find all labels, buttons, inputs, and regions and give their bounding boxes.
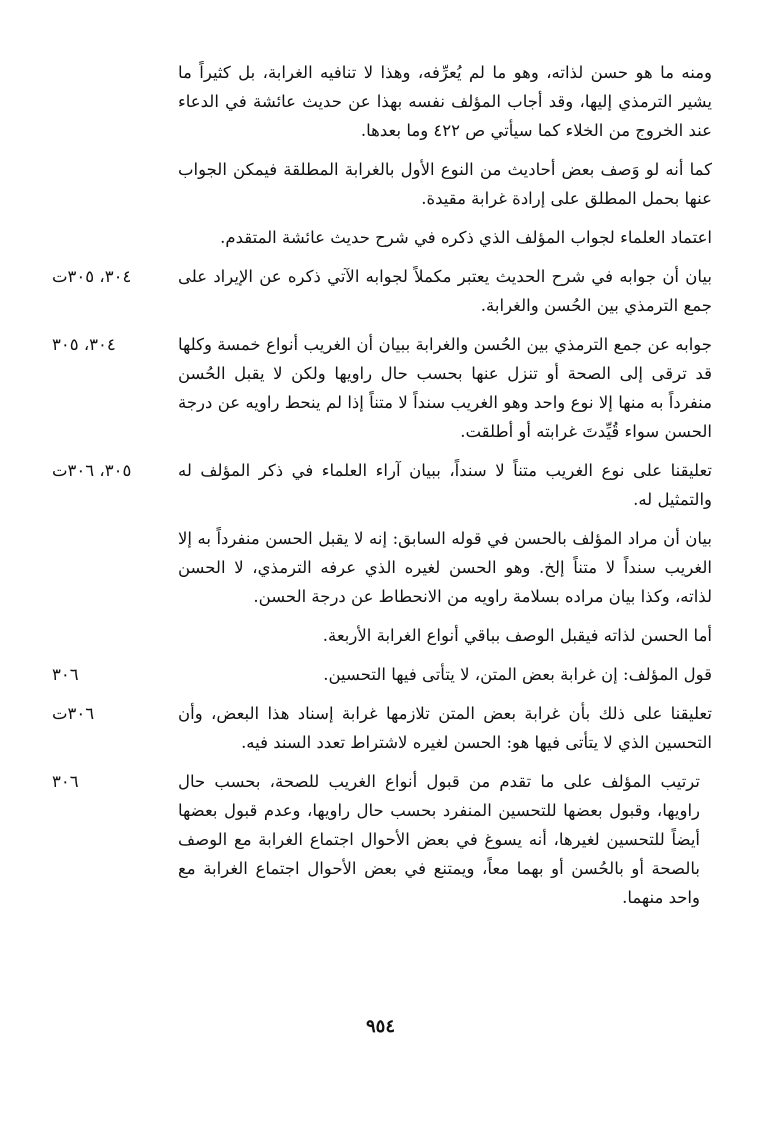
index-entry (52, 699, 712, 757)
entry-text: أما الحسن لذاته فيقبل الوصف بباقي أنواع الغرابة الأربعة. (322, 626, 712, 645)
entry-text: ومنه ما هو حسن لذاته، وهو ما لم يُعرِّفه، وهذا لا تنافيه الغرابة، بل كثيراً ما يشير الترمذي إليها، وقد أجاب المؤلف نفسه بهذا عن حديث عائشة في الدعاء عند الخروج من الخلاء كما سيأتي ص ٤٢٢ وما بعدها. (178, 63, 712, 140)
page-number: ٩٥٤ (365, 1016, 395, 1037)
page-reference: ٣٠٤، ٣٠٥ت (52, 267, 132, 286)
entry-text: اعتماد العلماء لجواب المؤلف الذي ذكره في شرح حديث عائشة المتقدم. (220, 228, 712, 247)
page-reference: ٣٠٥، ٣٠٦ت (52, 461, 132, 480)
page-reference: ٣٠٦ (52, 772, 79, 791)
index-entry (52, 330, 712, 446)
page-reference: ٣٠٦ (52, 665, 79, 684)
entry-text: تعليقنا على نوع الغريب متناً لا سنداً، ببيان آراء العلماء في ذكر المؤلف له والتمثيل له. (178, 461, 712, 509)
entry-text: قول المؤلف: إن غرابة بعض المتن، لا يتأتى فيها التحسين. (323, 665, 712, 684)
entry-text: تعليقنا على ذلك بأن غرابة بعض المتن تلازمها غرابة إسناد هذا البعض، وأن التحسين الذي لا يتأتى فيها هو: الحسن لغيره لاشتراط تعدد السند فيه. (178, 704, 712, 752)
index-entry (52, 223, 712, 252)
index-entry (52, 456, 712, 514)
index-entry (52, 660, 712, 689)
entry-text: كما أنه لو وَصف بعض أحاديث من النوع الأول بالغرابة المطلقة فيمكن الجواب عنها بحمل المطلق على إرادة غرابة مقيدة. (178, 160, 712, 208)
index-entry (52, 524, 712, 611)
page-reference: ٣٠٤، ٣٠٥ (52, 335, 116, 354)
index-entry (52, 58, 712, 145)
index-entry (52, 621, 712, 650)
page-reference: ٣٠٦ت (52, 704, 95, 723)
entry-text: جوابه عن جمع الترمذي بين الحُسن والغرابة ببيان أن الغريب أنواع خمسة وكلها قد ترقى إلى الصحة أو تنزل عنها بحسب حال راويها ولكن لا يقبل الحُسن منفرداً به منها إلا نوع واحد وهو الغريب سنداً لا متناً إذا لم ينحط راويه عن درجة الحسن سواء قُيِّدتَ غرابته أو أطلقت. (178, 335, 712, 441)
entry-text: بيان أن جوابه في شرح الحديث يعتبر مكملاً لجوابه الآتي ذكره عن الإيراد على جمع الترمذي بين الحُسن والغرابة. (178, 267, 712, 315)
entry-text: بيان أن مراد المؤلف بالحسن في قوله السابق: إنه لا يقبل الحسن منفرداً به إلا الغريب سنداً لا متناً إلخ. وهو الحسن لغيره الذي عرفه الترمذي، لا الحسن لذاته، وكذا بيان مراده بسلامة راويه من الانحطاط عن درجة الحسن. (178, 529, 712, 606)
index-entry (52, 262, 712, 320)
entry-text: ترتيب المؤلف على ما تقدم من قبول أنواع الغريب للصحة، بحسب حال راويها، وقبول بعضها للتحسين المنفرد بحسب حال راويها، وعدم قبول بعضها أيضاً للتحسين لغيرها، أنه يسوغ في بعض الأحوال اجتماع الغرابة مع الوصف بالصحة أو بالحُسن أو بهما معاً، ويمتنع في بعض الأحوال اجتماع الغرابة مع واحد منهما. (178, 772, 700, 907)
index-page-body (52, 58, 712, 922)
index-entry (52, 155, 712, 213)
index-entry (52, 767, 712, 912)
